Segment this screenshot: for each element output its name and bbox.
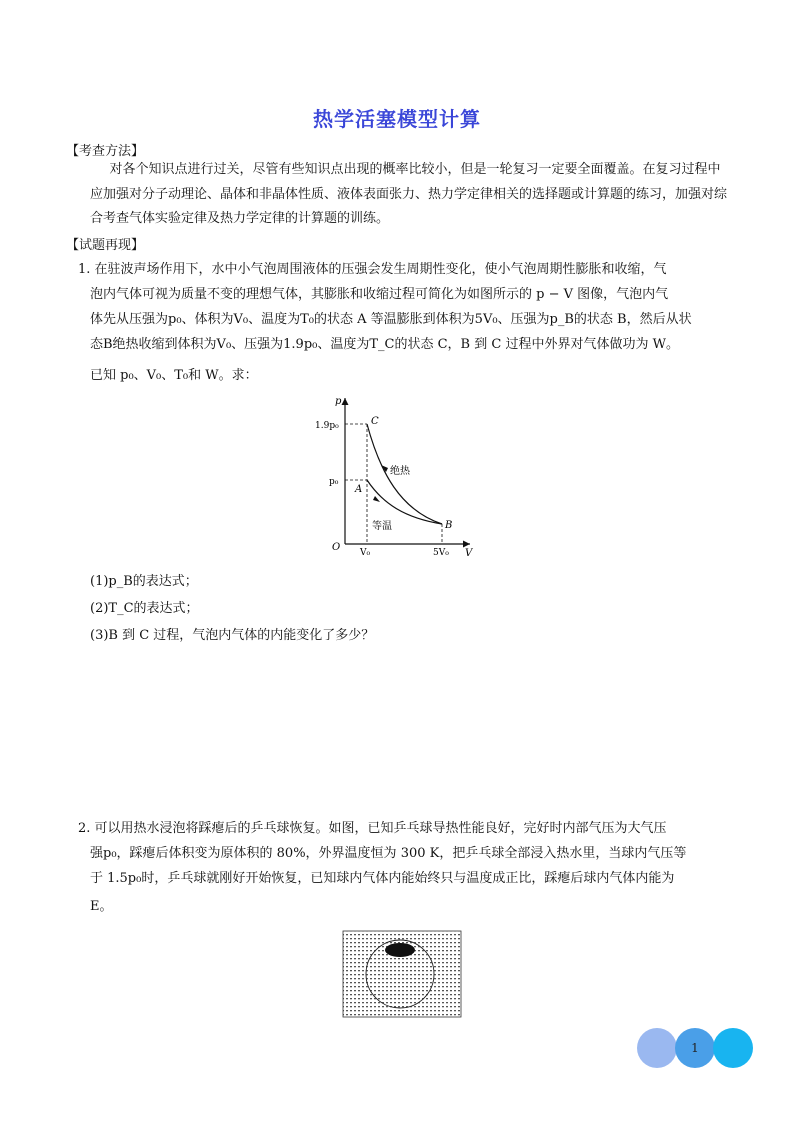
isothermal-curve [367,480,442,524]
badge-circle-middle [675,1028,715,1068]
method-paragraph: 对各个知识点进行过关，尽管有些知识点出现的概率比较小，但是一轮复习一定要全面覆盖。在复习过程中应加强对分子动理论、晶体和非晶体性质、液体表面张力、热力学定律相关的选择题或计算题的练习，加强对综合考查气体实验定律及热力学定律的计算题的训练。 [90,162,728,226]
q2-line-2: 强p₀，踩瘪后体积变为原体积的 80%，外界温度恒为 300 K，把乒乓球全部浸入热水里，当球内气压等 [90,846,687,861]
method-text [90,158,730,232]
x-tick-right: 5V₀ [433,548,449,558]
pv-diagram [305,392,485,562]
point-a-label: A [355,484,363,495]
q1-line-2: 泡内气体可视为质量不变的理想气体，其膨胀和收缩过程可简化为如图所示的 p − V 图像，气泡内气 [90,287,669,302]
question-2 [78,817,730,842]
method-heading: 【考查方法】 [66,144,145,159]
question-number: 1. [78,262,91,277]
y-tick-top: 1.9p₀ [315,421,339,431]
x-axis-label: V [465,548,473,559]
isothermal-label: 等温 [372,521,392,532]
adiabatic-label: 绝热 [390,466,410,477]
page-title: 热学活塞模型计算 [313,107,481,131]
badge-circle-left [637,1028,677,1068]
question-number: 2. [78,821,91,836]
q1-sub-2: (2)T_C的表达式； [90,601,199,616]
q2-line-4: E。 [90,899,113,914]
page-number-badge [637,1028,753,1068]
q2-line-1: 可以用热水浸泡将踩瘪后的乒乓球恢复。如图，已知乒乓球导热性能良好，完好时内部气压为大气压 [94,821,667,836]
q1-sub-3: (3)B 到 C 过程，气泡内气体的内能变化了多少？ [90,628,375,643]
q1-sub-1: (1)p_B的表达式； [90,574,198,589]
y-axis-label: p [335,396,342,407]
badge-circle-right [713,1028,753,1068]
origin-label: O [332,542,341,553]
point-c-label: C [371,416,379,427]
review-heading: 【试题再现】 [66,238,145,253]
q1-line-3: 体先从压强为p₀、体积为V₀、温度为T₀的状态 A 等温膨胀到体积为5V₀、压强为p_B的状态 B，然后从状 [90,312,692,327]
q1-line-1: 在驻波声场作用下，水中小气泡周围液体的压强会发生周期性变化，使小气泡周期性膨胀和收缩，气 [94,262,667,277]
question-1 [78,258,730,283]
ping-pong-figure [342,930,462,1018]
q2-line-3: 于 1.5p₀时，乒乓球就刚好开始恢复，已知球内气体内能始终只与温度成正比，踩瘪后球内气体内能为 [90,871,675,886]
q1-line-4: 态B绝热收缩到体积为V₀、压强为1.9p₀、温度为T_C的状态 C，B 到 C 过程中外界对气体做功为 W。 [90,337,679,352]
page-number: 1 [691,1041,699,1055]
point-b-label: B [445,520,453,531]
y-tick-mid: p₀ [329,477,339,487]
dented-ball [385,943,415,957]
q1-line-5: 已知 p₀、V₀、T₀和 W。求： [90,368,258,383]
x-tick-left: V₀ [360,548,371,558]
